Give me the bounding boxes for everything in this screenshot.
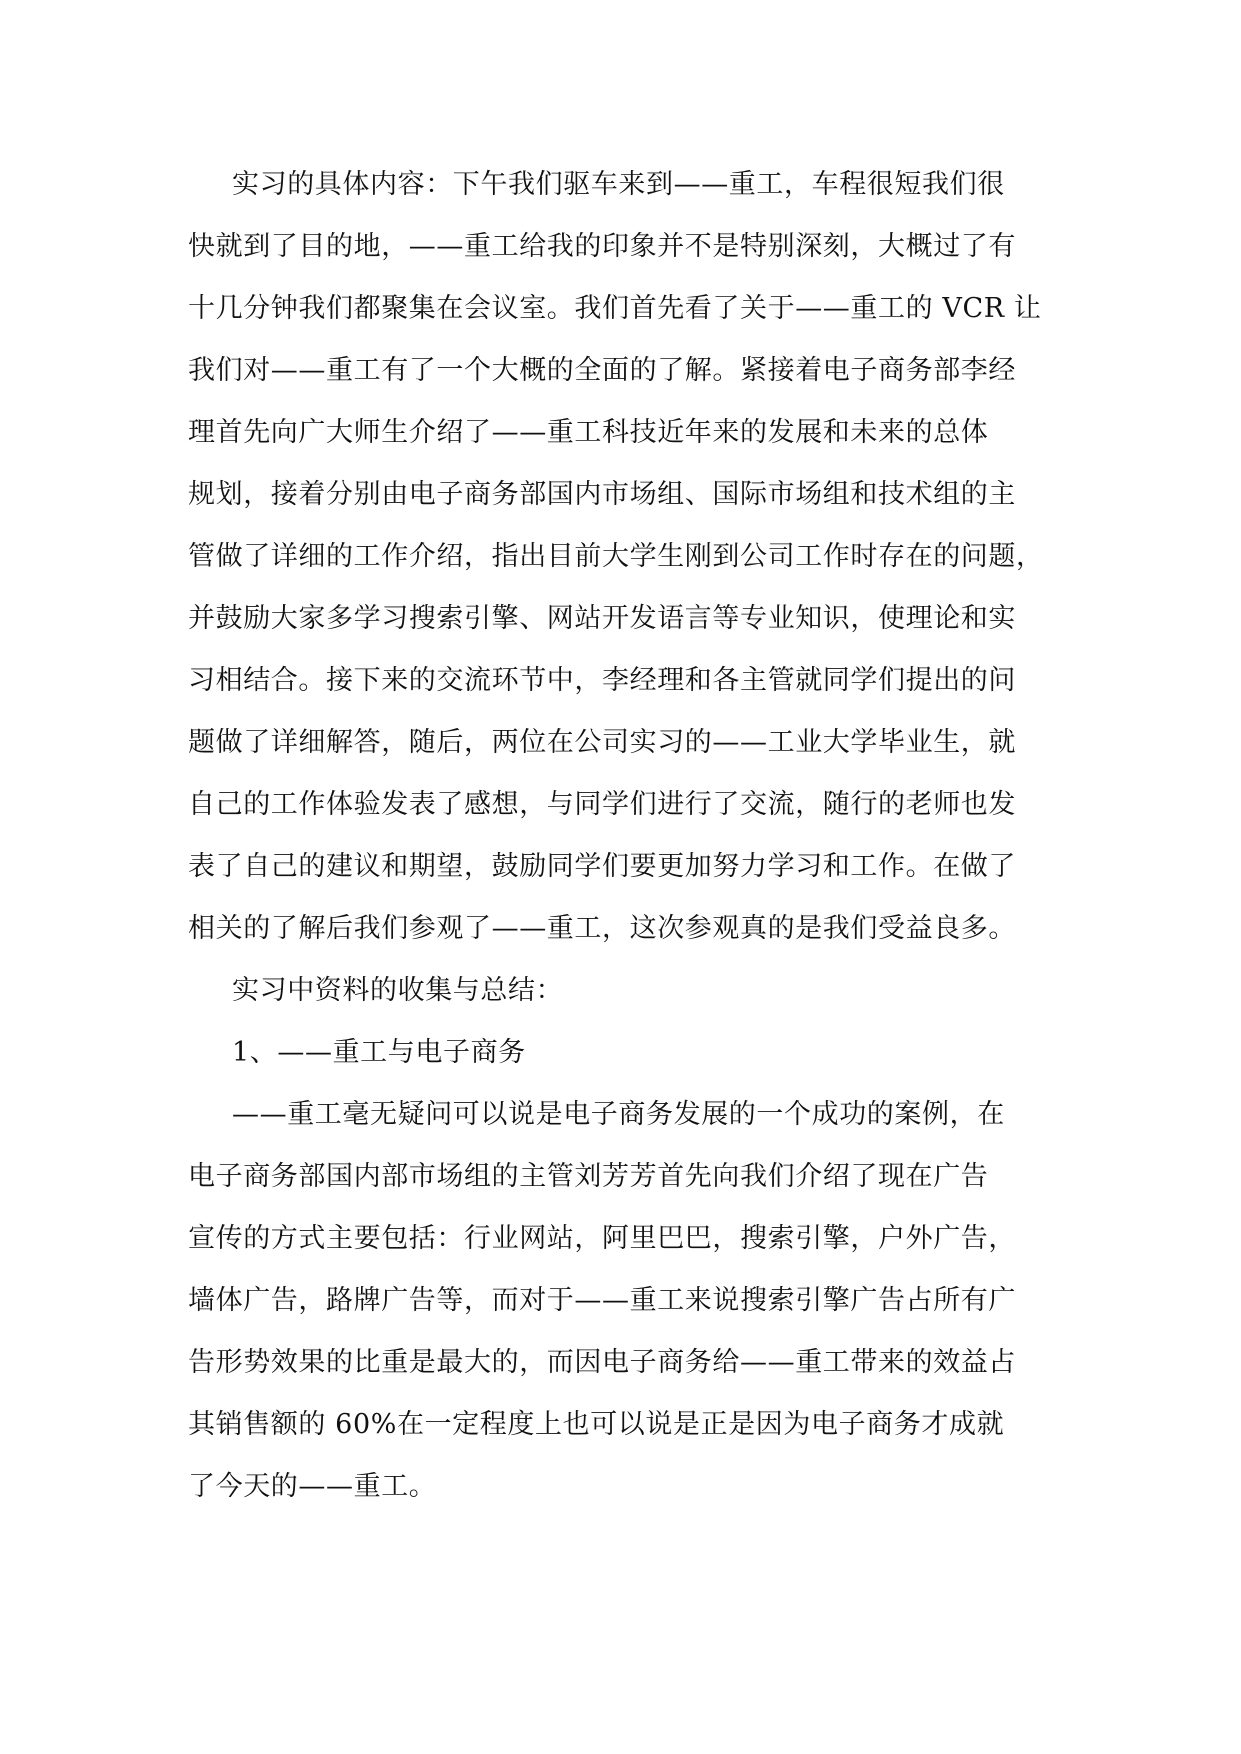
paragraph-line: 快就到了目的地，——重工给我的印象并不是特别深刻，大概过了有: [188, 231, 1016, 262]
paragraph-line: 并鼓励大家多学习搜索引擎、网站开发语言等专业知识，使理论和实: [188, 603, 1016, 634]
paragraph-line: ——重工毫无疑问可以说是电子商务发展的一个成功的案例，在: [232, 1099, 1005, 1130]
paragraph-line: 了今天的——重工。: [188, 1471, 437, 1502]
paragraph-line: 表了自己的建议和期望，鼓励同学们要更加努力学习和工作。在做了: [188, 851, 1016, 882]
paragraph-line: 管做了详细的工作介绍，指出目前大学生刚到公司工作时存在的问题，: [188, 541, 1044, 572]
paragraph-line: 墙体广告，路牌广告等，而对于——重工来说搜索引擎广告占所有广: [188, 1285, 1016, 1316]
paragraph-line: 电子商务部国内部市场组的主管刘芳芳首先向我们介绍了现在广告: [188, 1161, 989, 1192]
paragraph-line: 题做了详细解答，随后，两位在公司实习的——工业大学毕业生，就: [188, 727, 1016, 758]
paragraph-line: 规划，接着分别由电子商务部国内市场组、国际市场组和技术组的主: [188, 479, 1016, 510]
paragraph-line: 习相结合。接下来的交流环节中，李经理和各主管就同学们提出的问: [188, 665, 1016, 696]
section-heading: 实习中资料的收集与总结：: [232, 975, 564, 1006]
paragraph-line: 实习的具体内容：下午我们驱车来到——重工，车程很短我们很: [232, 169, 1005, 200]
paragraph-line: 理首先向广大师生介绍了——重工科技近年来的发展和未来的总体: [188, 417, 989, 448]
paragraph-line: 我们对——重工有了一个大概的全面的了解。紧接着电子商务部李经: [188, 355, 1016, 386]
paragraph-line: 宣传的方式主要包括：行业网站，阿里巴巴，搜索引擎，户外广告，: [188, 1223, 1016, 1254]
paragraph-line: 相关的了解后我们参观了——重工，这次参观真的是我们受益良多。: [188, 913, 1016, 944]
paragraph-line: 告形势效果的比重是最大的，而因电子商务给——重工带来的效益占: [188, 1347, 1016, 1378]
paragraph-line: 十几分钟我们都聚集在会议室。我们首先看了关于——重工的 VCR 让: [188, 293, 1042, 324]
paragraph-line: 自己的工作体验发表了感想，与同学们进行了交流，随行的老师也发: [188, 789, 1016, 820]
subsection-heading: 1、——重工与电子商务: [232, 1037, 526, 1068]
paragraph-line: 其销售额的 60%在一定程度上也可以说是正是因为电子商务才成就: [188, 1409, 1005, 1440]
